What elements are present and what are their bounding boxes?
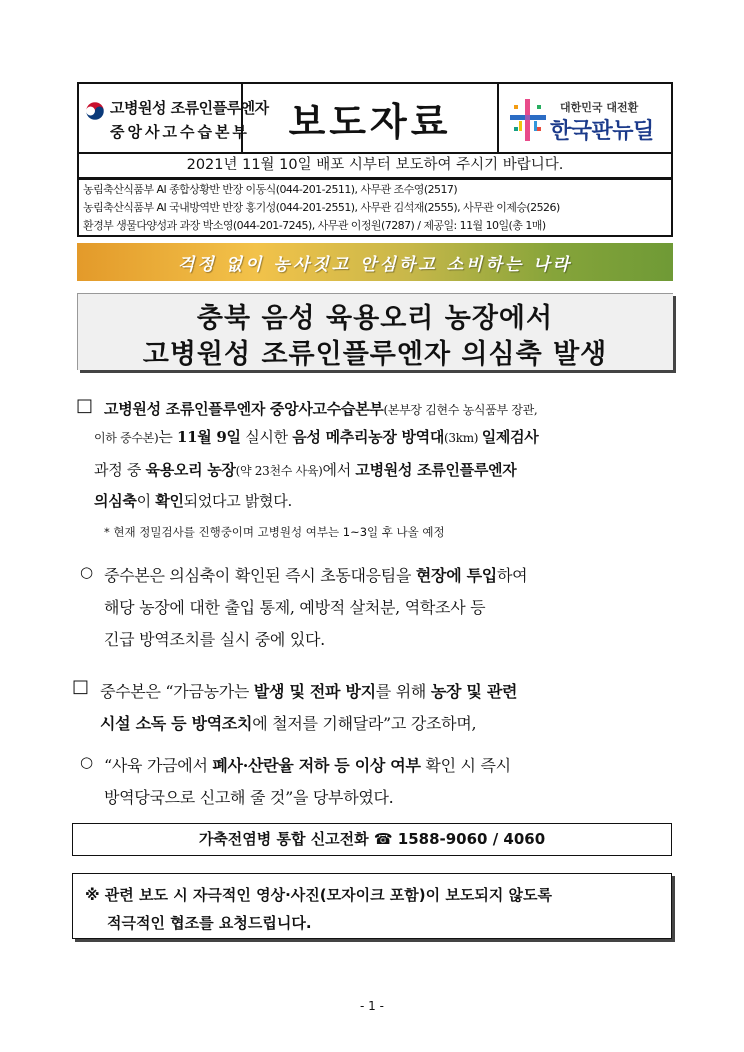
government-emblem-icon	[82, 98, 108, 138]
press-release-title: 보도자료	[288, 99, 452, 144]
p2-emph: 현장에 투입	[415, 566, 497, 585]
p3-line2	[100, 711, 476, 734]
p1-emph: 고병원성 조류인플루엔자	[355, 461, 517, 479]
contact-line: 농림축산식품부 AI 종합상황반 반장 이동식(044-201-2511), 사무관 조수영(2517)	[83, 183, 458, 196]
p1-text: 이	[136, 492, 156, 510]
p1-emph: 11월 9일	[177, 428, 241, 446]
p2-line1	[104, 563, 527, 586]
p4-emph: 폐사·산란율 저하 등 이상 여부	[212, 756, 421, 775]
distribution-notice: 2021년 11월 10일 배포 시부터 보도하여 주시기 바랍니다.	[77, 154, 673, 179]
p1-text: 는	[158, 428, 178, 446]
org-name-line2: 중앙사고수습본부	[110, 123, 250, 141]
p2-text: 중수본은 의심축이 확인된 즉시 초동대응팀을	[104, 566, 416, 585]
p4-line1	[104, 753, 511, 776]
notice-line1: ※ 관련 보도 시 자극적인 영상·사진(모자이크 포함)이 보도되지 않도록	[85, 886, 553, 904]
p3-text: 중수본은 “가금농가는	[100, 682, 254, 701]
page-number: - 1 -	[360, 999, 384, 1013]
p1-paren: (3km)	[444, 431, 482, 445]
p1-paren: (본부장 김현수 농식품부 장관,	[383, 403, 538, 417]
p3-emph: 시설 소독 등 방역조치	[100, 714, 253, 733]
p1-text: 과정 중	[94, 461, 146, 479]
p1-paren: (약 23천수 사육)	[235, 464, 323, 478]
contact-info	[77, 179, 673, 237]
footnote: * 현재 정밀검사를 진행중이며 고병원성 여부는 1~3일 후 나올 예정	[104, 525, 445, 539]
notice-line2: 적극적인 협조를 요청드립니다.	[107, 914, 312, 932]
box-bullet: □	[76, 395, 94, 416]
p1-emph: 음성 메추리농장 방역대	[292, 428, 445, 446]
p1-line2	[94, 426, 538, 447]
p1-emph: 육용오리 농장	[145, 461, 236, 479]
media-notice-box	[72, 873, 672, 939]
contact-line: 환경부 생물다양성과 과장 박소영(044-201-7245), 사무관 이정원(7287) / 제공일: 11월 10일(총 1매)	[83, 219, 546, 232]
new-deal-title: 한국판뉴딜	[550, 119, 654, 144]
p2-text: 하여	[496, 566, 528, 585]
p1-line4	[94, 490, 292, 511]
p1-emph: 일제검사	[481, 428, 539, 446]
p3-emph: 농장 및 관련	[430, 682, 518, 701]
korean-new-deal-logo-icon	[508, 97, 548, 143]
p1-text: 이하 중수본)	[94, 431, 159, 445]
slogan-banner: 걱정 없이 농사짓고 안심하고 소비하는 나라	[77, 243, 673, 281]
p1-line3	[94, 459, 516, 480]
box-bullet: □	[72, 676, 90, 697]
p4-text: 확인 시 즉시	[420, 756, 511, 775]
circle-bullet: ○	[80, 563, 94, 581]
p4-text: “사육 가금에서	[104, 756, 213, 775]
p2-line2: 해당 농장에 대한 출입 통제, 예방적 살처분, 역학조사 등	[104, 598, 486, 617]
hotline-box: 가축전염병 통합 신고전화 ☎ 1588-9060 / 4060	[72, 823, 672, 856]
p3-line1	[100, 679, 517, 702]
p2-line3: 긴급 방역조치를 실시 중에 있다.	[104, 630, 325, 649]
org-name-line1: 고병원성 조류인플루엔자	[110, 99, 269, 117]
p4-line2: 방역당국으로 신고해 줄 것”을 당부하였다.	[104, 788, 394, 807]
p1-emph: 확인	[155, 492, 184, 510]
p1-text: 되었다고 밝혔다.	[183, 492, 292, 510]
p1-emph: 고병원성 조류인플루엔자 중앙사고수습본부	[104, 400, 384, 418]
p1-emph: 의심축	[94, 492, 137, 510]
contact-line: 농림축산식품부 AI 국내방역반 반장 홍기성(044-201-2551), 사무관 김석재(2555), 사무관 이제승(2526)	[83, 201, 560, 214]
header-divider	[497, 82, 499, 154]
headline-line1: 충북 음성 육용오리 농장에서	[196, 303, 554, 334]
p1-text: 실시한	[240, 428, 293, 446]
p3-text: 를 위해	[375, 682, 431, 701]
p1-line1	[104, 398, 537, 419]
headline-line2: 고병원성 조류인플루엔자 의심축 발생	[142, 339, 608, 370]
p3-emph: 발생 및 전파 방지	[253, 682, 376, 701]
new-deal-subtitle: 대한민국 대전환	[560, 101, 639, 114]
p3-text: 에 철저를 기해달라”고 강조하며,	[252, 714, 477, 733]
p1-text: 에서	[322, 461, 356, 479]
circle-bullet: ○	[80, 753, 94, 771]
